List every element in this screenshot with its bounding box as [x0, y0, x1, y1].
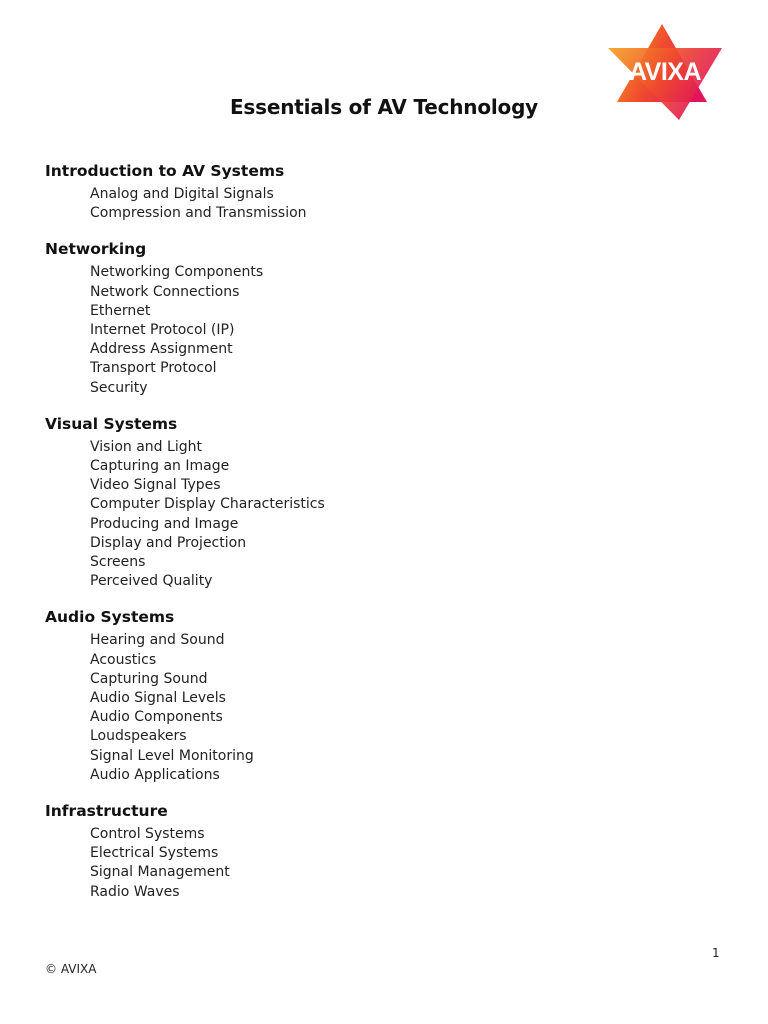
topic-item: Acoustics: [90, 651, 157, 668]
topic-list: [45, 631, 725, 785]
topic-item: Security: [90, 379, 148, 396]
topic-item: Perceived Quality: [90, 573, 213, 590]
topic-item: Video Signal Types: [90, 477, 221, 494]
topic-item: Ethernet: [90, 302, 151, 319]
topic-item: Compression and Transmission: [90, 205, 307, 222]
topic-list: [45, 438, 725, 592]
topic-item: Network Connections: [90, 283, 240, 300]
section-heading: Audio Systems: [45, 608, 175, 627]
document-title: Essentials of AV Technology: [229, 95, 539, 119]
topic-item: Electrical Systems: [90, 845, 219, 862]
topic-list: [45, 185, 725, 223]
section-heading: Infrastructure: [45, 802, 168, 821]
outline-section: [45, 413, 725, 592]
topic-item: Analog and Digital Signals: [90, 186, 274, 202]
section-heading: Introduction to AV Systems: [45, 162, 285, 180]
topic-item: Computer Display Characteristics: [90, 496, 325, 513]
topic-item: Capturing Sound: [90, 670, 208, 687]
outline-section: [45, 800, 725, 902]
topic-list: [45, 263, 725, 397]
topic-item: Transport Protocol: [90, 360, 217, 377]
topic-item: Loudspeakers: [90, 728, 187, 745]
outline-section: [45, 160, 725, 223]
topic-item: Signal Level Monitoring: [90, 747, 254, 764]
topic-item: Radio Waves: [90, 883, 180, 900]
copyright-notice: © AVIXA: [45, 962, 97, 976]
section-heading: Visual Systems: [45, 414, 178, 433]
topic-item: Producing and Image: [90, 515, 239, 532]
topic-item: Signal Management: [90, 864, 230, 881]
topic-item: Audio Applications: [90, 766, 220, 783]
outline-section: [45, 606, 725, 785]
topic-item: Control Systems: [90, 826, 205, 843]
topic-item: Internet Protocol (IP): [90, 322, 235, 339]
topic-item: Audio Signal Levels: [90, 690, 226, 707]
topic-item: Address Assignment: [90, 341, 233, 358]
outline: [45, 160, 725, 917]
topic-item: Networking Components: [90, 264, 264, 281]
topic-item: Display and Projection: [90, 534, 247, 551]
topic-item: Vision and Light: [90, 438, 202, 455]
topic-item: Hearing and Sound: [90, 632, 225, 649]
topic-list: [45, 825, 725, 902]
topic-item: Audio Components: [90, 709, 223, 726]
outline-section: [45, 238, 725, 397]
topic-item: Screens: [90, 554, 146, 571]
page-number: 1: [712, 946, 720, 960]
logo-wordmark: AVIXA: [628, 58, 702, 86]
section-heading: Networking: [45, 240, 147, 259]
topic-item: Capturing an Image: [90, 458, 230, 475]
